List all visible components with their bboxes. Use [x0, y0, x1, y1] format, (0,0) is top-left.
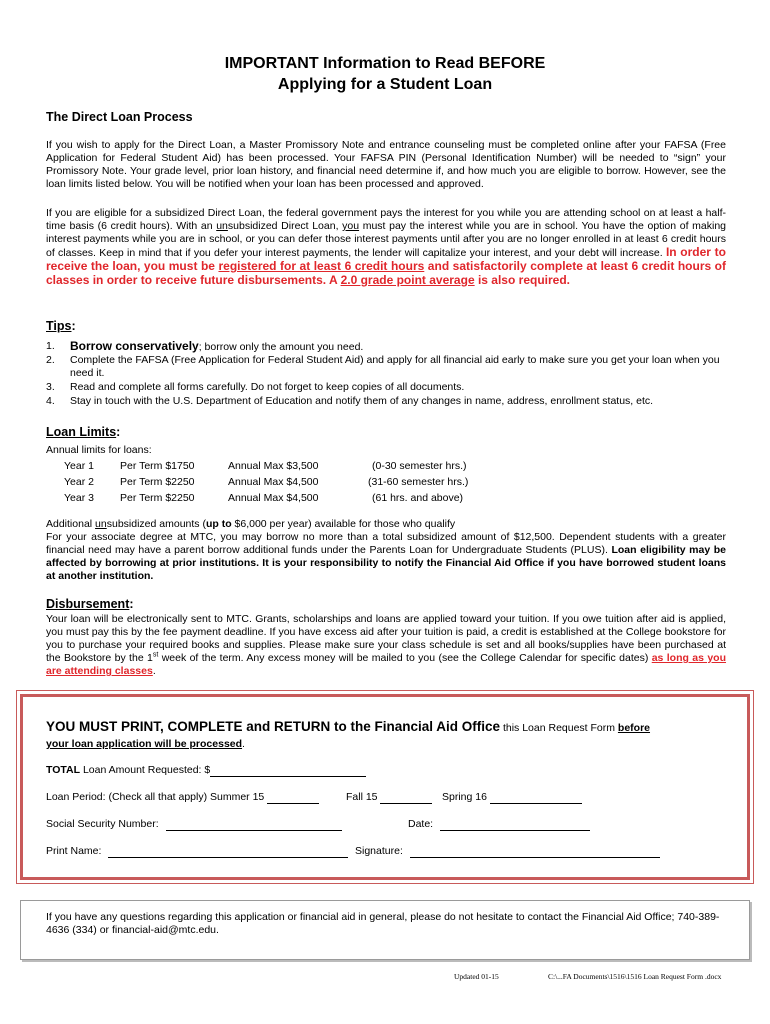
tip-number: 3. — [46, 381, 55, 393]
para2-you: you — [342, 220, 360, 232]
form-line2-period: . — [242, 738, 245, 750]
limits-text: For your associate degree at MTC, you may borrow no more than a total subsidized amount of $12,500. Dependent students with a greater financial need may have a parent borrow additional funds under the Parents Loan for Undergraduate Students (PLUS). — [46, 531, 726, 556]
disbursement-attendance-note: as long as you are attending classes — [46, 652, 727, 677]
limit-annual-max: Annual Max $4,500 — [228, 492, 319, 504]
contact-text: If you have any questions regarding this application or financial aid in general, please do not hesitate to contact the Financial Aid Office; 740-389-4636 (334) or financial-aid@mtc.edu. — [46, 911, 720, 936]
total-amount-row — [46, 764, 366, 777]
tip-number: 1. — [46, 340, 55, 352]
total-amount-field[interactable] — [210, 766, 366, 777]
limit-per-term: Per Term $2250 — [120, 492, 195, 504]
form-headline-bold: YOU MUST PRINT, COMPLETE and RETURN to the Financial Aid Office — [46, 719, 501, 734]
para2-un: un — [216, 220, 228, 232]
loan-limits-label: Loan Limits — [46, 425, 117, 439]
summer-field[interactable] — [267, 793, 319, 804]
signature-field[interactable] — [410, 847, 660, 858]
total-label: Loan Amount Requested: $ — [80, 764, 211, 776]
loan-limits-colon: : — [116, 425, 121, 439]
disbursement-period: . — [152, 665, 156, 677]
fall-field[interactable] — [380, 793, 432, 804]
direct-loan-heading: The Direct Loan Process — [46, 110, 193, 124]
total-bold: TOTAL — [46, 764, 81, 776]
limit-year: Year 2 — [64, 476, 94, 488]
limits-bold-warning: Loan eligibility may be affected by borrowing at prior institutions. It is your responsibility to notify the Financial Aid Office if you have borrowed student loans at another institution. — [46, 544, 727, 582]
direct-loan-para1: If you wish to apply for the Direct Loan, a Master Promissory Note and entrance counseling must be completed online after your FAFSA (Free Application for Federal Student Aid) has been processed. Your FAFSA PIN (Personal Identification Number) will be needed to “sign” your Promissory Note. Your grade level, prior loan history, and financial need determine if, and how much you are eligible to borrow. However, see the loan limits listed below. You will be notified when your loan has been processed and approved. — [46, 139, 726, 190]
para2-text-a: If you are eligible for a subsidized Direct Loan, the federal government pays the interest for you while you are attending school on at least a half-time basis (6 credit hours). With an — [46, 207, 726, 232]
tip-text: Read and complete all forms carefully. Do not forget to keep copies of all documents. — [70, 381, 465, 393]
loan-limits-intro: Annual limits for loans: — [46, 444, 152, 456]
ssn-label: Social Security Number: — [46, 818, 159, 830]
signature-row — [355, 845, 660, 858]
additional-unsubsidized — [46, 518, 726, 531]
limit-per-term: Per Term $2250 — [120, 476, 195, 488]
para2-text-c: must pay the interest while you are in school. You have the option of making interest payments while you are in school, or you can defer those interest payments until after you are no longer enrolled in at least 6 credit hours of classes. Keep in mind that if you defer your interest payments, the lender will capitalize your interest, and your debt will increase. — [46, 220, 726, 259]
print-name-row — [46, 845, 348, 858]
tip-text: Complete the FAFSA (Free Application for Federal Student Aid) and apply for all financial aid early to make sure you get your loan when you need it. — [70, 354, 720, 379]
ssn-field[interactable] — [166, 820, 342, 831]
disbursement-para — [46, 613, 726, 678]
requirement-credit-hours: registered for at least 6 credit hours — [218, 259, 425, 273]
requirement-text-1: In order to receive the loan, you must be — [46, 245, 726, 273]
add-text-b: subsidized amounts ( — [106, 518, 206, 530]
tip-number: 4. — [46, 395, 55, 407]
fall-row — [346, 791, 432, 804]
footer-updated: Updated 01-15 — [454, 972, 499, 981]
add-text-a: Additional — [46, 518, 96, 530]
form-line2-text: your loan application will be processed — [46, 738, 243, 750]
limit-year: Year 3 — [64, 492, 94, 504]
tip-bold: Borrow conservatively — [70, 339, 199, 353]
date-label: Date: — [408, 818, 434, 830]
para2-text-b: subsidized Direct Loan, — [227, 220, 343, 232]
limit-year: Year 1 — [64, 460, 94, 472]
disbursement-sup: st — [152, 651, 159, 659]
signature-label: Signature: — [355, 845, 403, 857]
page-title-line2: Applying for a Student Loan — [277, 76, 493, 93]
loan-limits-para — [46, 531, 726, 583]
date-row — [408, 818, 590, 831]
date-field[interactable] — [440, 820, 590, 831]
limit-range: (0-30 semester hrs.) — [372, 460, 467, 472]
requirement-text-2: and satisfactorily complete at least 6 credit hours of classes in order to receive future disbursements. A — [46, 259, 727, 287]
tips-colon: : — [71, 319, 76, 333]
limit-range: (61 hrs. and above) — [372, 492, 464, 504]
footer-file-path: C:\...FA Documents\1516\1516 Loan Request Form .docx — [548, 972, 722, 981]
form-line2 — [46, 738, 245, 751]
tip-number: 2. — [46, 354, 55, 366]
disbursement-colon: : — [129, 597, 134, 611]
requirement-gpa: 2.0 grade point average — [340, 273, 475, 287]
spring-field[interactable] — [490, 793, 582, 804]
disbursement-label: Disbursement — [46, 597, 130, 611]
loan-period-label: Loan Period: (Check all that apply) Summer 15 — [46, 791, 265, 803]
limit-range: (31-60 semester hrs.) — [368, 476, 469, 488]
spring-label: Spring 16 — [442, 791, 487, 803]
tips-heading — [46, 320, 76, 333]
print-name-label: Print Name: — [46, 845, 102, 857]
print-name-field[interactable] — [108, 847, 348, 858]
add-text-c: $6,000 per year) available for those who qualify — [231, 518, 456, 530]
disbursement-text-b: week of the term. Any excess money will be mailed to you (see the College Calendar for specific dates) — [158, 652, 652, 664]
loan-period-row — [46, 791, 319, 804]
spring-row — [442, 791, 582, 804]
direct-loan-para2 — [46, 207, 726, 288]
requirement-text-3: is also required. — [474, 273, 570, 287]
ssn-row — [46, 818, 342, 831]
tips-heading-label: Tips — [46, 319, 72, 333]
tip-text: ; borrow only the amount you need. — [198, 341, 364, 353]
form-headline — [46, 720, 736, 735]
add-up-to: up to — [205, 518, 232, 530]
disbursement-heading — [46, 598, 134, 611]
limit-annual-max: Annual Max $4,500 — [228, 476, 319, 488]
form-headline-tail: this Loan Request Form — [500, 722, 618, 734]
fall-label: Fall 15 — [346, 791, 378, 803]
form-before: before — [617, 722, 651, 734]
disbursement-text-a: Your loan will be electronically sent to MTC. Grants, scholarships and loans are applied toward your tuition. If you owe tuition after aid is applied, you must pay this by the fee payment deadline. If you have excess aid after your tuition is paid, a credit is established at the College bookstore for you to purchase your required books and supplies. Please make sure your class schedule is set and all books/supplies have been purchased at the Bookstore by the 1 — [46, 613, 726, 664]
page-title-line1: IMPORTANT Information to Read BEFORE — [224, 55, 546, 72]
tip-text: Stay in touch with the U.S. Department of Education and notify them of any changes in name, address, enrollment status, etc. — [70, 395, 654, 407]
add-un: un — [95, 518, 107, 530]
limit-per-term: Per Term $1750 — [120, 460, 195, 472]
loan-limits-heading — [46, 426, 120, 439]
limit-annual-max: Annual Max $3,500 — [228, 460, 319, 472]
